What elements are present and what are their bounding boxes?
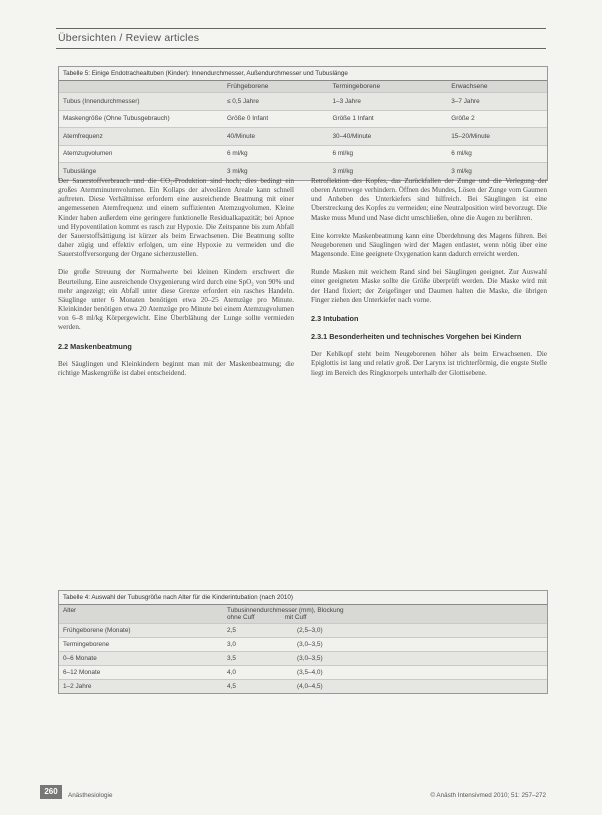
table-2-col-head-main: Tubusinnendurchmesser (mm), Blockung	[227, 607, 344, 614]
table-cell: (3,5–4,0)	[293, 666, 547, 680]
table-cell: Tubus (Innendurchmesser)	[59, 93, 223, 111]
table-cell: 0–6 Monate	[59, 652, 223, 666]
table-cell: 1–2 Jahre	[59, 680, 223, 694]
subsection-heading: 2.3.1 Besonderheiten und technisches Vorgehen bei Kindern	[311, 332, 522, 342]
table-2-subhead: ohne Cuff	[227, 614, 255, 621]
table-cell: 4,5	[223, 680, 293, 694]
table-cell: (3,0–3,5)	[293, 638, 547, 652]
table-2-header-row	[59, 605, 547, 624]
table-cell: 30–40/Minute	[328, 128, 447, 146]
body-paragraph: Der Kehlkopf steht beim Neugeborenen höher als beim Erwachsenen. Die Epiglottis ist lang und relativ groß. Der Larynx ist trichterförmig, die engste Stelle liegt im Bereich des Ringknorpels unterhalb der Glottisebene.	[311, 350, 547, 377]
body-paragraph: Der Sauerstoffverbrauch und die CO₂-Produktion sind hoch; dies bedingt ein großes Atemminutenvolumen. Ein Kollaps der alveolären Areale kann schnell auftreten. Diese Verhältnisse erfordern eine ausreichende Beatmung mit einer angemessenen Atemfrequenz und einem suffizienten Atemzugvolumen. Kleine Kinder haben außerdem eine geringere funktionelle Residualkapazität; bei Apnoe und Hypoventilation kommt es rasch zur Hypoxie. Die Zeitspanne bis zum Abfall der Sauerstoffsättigung ist kürzer als beim Erwachsenen. Die Beatmung sollte daher zügig und effektiv erfolgen, um eine Hypoxie zu vermeiden und die Sauerstoffversorgung der Organe sicherzustellen.	[58, 177, 294, 259]
table-cell: 6 ml/kg	[447, 145, 547, 163]
table-row	[59, 652, 547, 666]
table-2-col-head	[223, 605, 547, 624]
table-cell: Termingeborene	[59, 638, 223, 652]
section-heading: 2.3 Intubation	[311, 313, 359, 323]
table-2-subheads	[227, 614, 543, 621]
section-heading: 2.2 Maskenbeatmung	[58, 341, 132, 351]
table-cell: (2,5–3,0)	[293, 624, 547, 638]
body-paragraph: Retroflektion des Kopfes, das Zurückfallen der Zunge und die Verlegung der oberen Atemwege verhindern. Öffnen des Mundes, Lösen der Zunge vom Gaumen und Anheben des Unterkiefers sind hilfreich. Bei Säuglingen ist eine Überstreckung des Kopfes zu vermeiden; eine Neutralposition wird bevorzugt. Die Maske muss Mund und Nase dicht umschließen, ohne die Augen zu berühren.	[311, 177, 547, 222]
table-cell: Maskengröße (Ohne Tubusgebrauch)	[59, 110, 223, 128]
table-cell: 40/Minute	[223, 128, 328, 146]
table-1-col-head: Frühgeborene	[223, 81, 328, 93]
body-paragraph: Die große Streuung der Normalwerte bei kleinen Kindern erschwert die Beurteilung. Eine ausreichende Oxygenierung wird durch eine SpO₂ von 90% und mehr angezeigt; ein Abfall unter diese Grenze erfordert ein rasches Handeln. Säuglinge unter 6 Monaten benötigen etwa 20–25 Atemzüge pro Minute. Kleinkinder benötigen etwa 20 Atemzüge pro Minute bei einem Atemzugvolumen von 6–8 ml/kg Körpergewicht. Eine Überblähung der Lunge sollte vermieden werden.	[58, 268, 294, 332]
table-cell: 6–12 Monate	[59, 666, 223, 680]
table-1-col-head: Termingeborene	[328, 81, 447, 93]
table-1-col-head	[59, 81, 223, 93]
table-row	[59, 624, 547, 638]
table-cell: 3,5	[223, 652, 293, 666]
table-cell: Atemfrequenz	[59, 128, 223, 146]
table-1-header-row	[59, 81, 547, 93]
header-top-rule	[56, 28, 546, 29]
footer-journal: Anästhesiologie	[68, 792, 113, 799]
table-cell: ≤ 0,5 Jahre	[223, 93, 328, 111]
table-row	[59, 145, 547, 163]
table-cell: 4,0	[223, 666, 293, 680]
table-cell: 3,0	[223, 638, 293, 652]
table-row	[59, 638, 547, 652]
body-paragraph: Bei Säuglingen und Kleinkindern beginnt man mit der Maskenbeatmung; die richtige Maskengröße ist dabei entscheidend.	[58, 359, 294, 377]
section-label: Übersichten / Review articles	[58, 32, 200, 44]
table-cell: (4,0–4,5)	[293, 680, 547, 694]
table-2-caption: Tabelle 4: Auswahl der Tubusgröße nach Alter für die Kinderintubation (nach 2010)	[59, 591, 547, 605]
table-1	[58, 66, 548, 181]
table-cell: 15–20/Minute	[447, 128, 547, 146]
table-cell: Größe 2	[447, 110, 547, 128]
body-paragraph: Eine korrekte Maskenbeatmung kann eine Überdehnung des Magens führen. Bei Neugeborenen und Säuglingen wird der Magen entlastet, wenn nötig über eine Magensonde. Eine geeignete Oxygenation kann dadurch erreicht werden.	[311, 231, 547, 259]
table-1-caption: Tabelle 5: Einige Endotrachealtuben (Kinder): Innendurchmesser, Außendurchmesser und Tubuslänge	[59, 67, 547, 81]
table-cell: 6 ml/kg	[223, 145, 328, 163]
page-number: 260	[40, 785, 62, 799]
table-cell: 3–7 Jahre	[447, 93, 547, 111]
table-row	[59, 680, 547, 694]
table-cell: Tubuslänge	[59, 163, 223, 180]
footer-citation: © Anästh Intensivmed 2010; 51: 257–272	[430, 792, 546, 799]
table-cell: Größe 1 Infant	[328, 110, 447, 128]
table-2-col-head: Alter	[59, 605, 223, 624]
table-row	[59, 666, 547, 680]
table-cell: 2,5	[223, 624, 293, 638]
table-cell: 6 ml/kg	[328, 145, 447, 163]
table-cell: 3 ml/kg	[447, 163, 547, 180]
table-1-col-head: Erwachsene	[447, 81, 547, 93]
table-2-subhead: mit Cuff	[284, 614, 307, 621]
table-cell: 3 ml/kg	[223, 163, 328, 180]
table-2	[58, 590, 548, 694]
table-cell: (3,0–3,5)	[293, 652, 547, 666]
table-cell: Frühgeborene (Monate)	[59, 624, 223, 638]
table-row	[59, 110, 547, 128]
table-cell: Größe 0 Infant	[223, 110, 328, 128]
table-row	[59, 128, 547, 146]
left-column	[58, 177, 294, 387]
header-bottom-rule	[56, 48, 546, 49]
table-cell: 3 ml/kg	[328, 163, 447, 180]
table-cell: Atemzugvolumen	[59, 145, 223, 163]
table-row	[59, 93, 547, 111]
body-paragraph: Runde Masken mit weichem Rand sind bei Säuglingen geeignet. Zur Auswahl einer geeigneten Maske sollte die Größe überprüft werden. Die Maske wird mit der Hand fixiert; der Zeigefinger und Daumen halten die Maske, die übrigen Finger ziehen den Unterkiefer nach vorne.	[311, 268, 547, 304]
table-cell: 1–3 Jahre	[328, 93, 447, 111]
right-column	[311, 177, 547, 387]
